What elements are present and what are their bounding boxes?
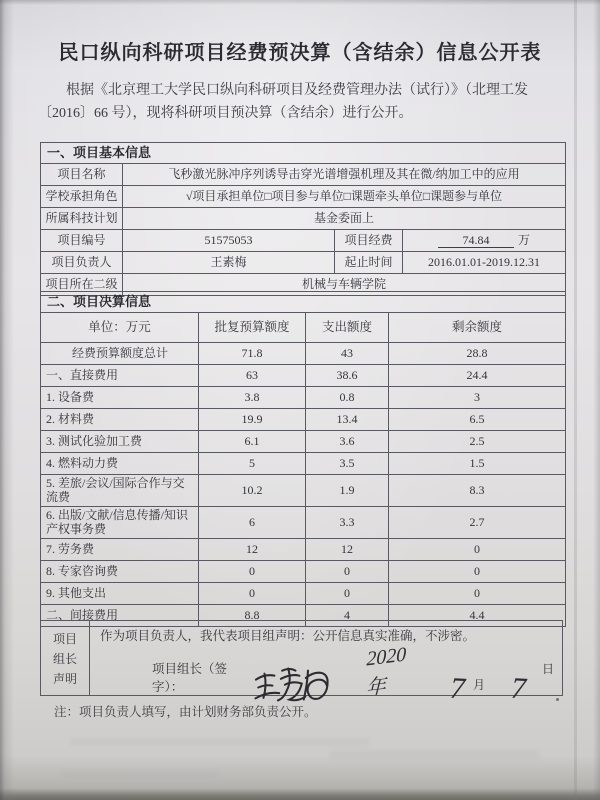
budget-spent-cell: 0: [306, 582, 389, 604]
budget-row: [41, 475, 566, 507]
budget-header-row: [41, 313, 566, 343]
budget-row-label: 2. 材料费: [41, 409, 199, 431]
budget-spent-cell: 3.3: [306, 506, 389, 538]
funds-unit: 万: [518, 232, 531, 247]
dept-value: 机械与车辆学院: [123, 274, 566, 296]
budget-spent-cell: 1.9: [306, 475, 389, 507]
budget-approved-cell: 6: [199, 506, 306, 538]
footnote: 注：项目负责人填写，由计划财务部负责公开。: [54, 705, 317, 719]
ink-speck: [556, 698, 559, 701]
budget-row-label: 1. 设备费: [41, 387, 199, 409]
declaration-label-line: 声明: [52, 671, 77, 686]
budget-remaining-cell: 2.7: [389, 506, 566, 538]
budget-remaining-cell: 0: [389, 538, 566, 560]
project-number-label: 项目编号: [41, 230, 123, 252]
budget-row-label: 3. 测试化验加工费: [41, 431, 199, 453]
intro-line-2: 〔2016〕66 号），现将科研项目预决算（含结余）进行公开。: [38, 105, 413, 121]
col-header-remaining: 剩余额度: [389, 313, 566, 343]
budget-row-label: 4. 燃料动力费: [41, 453, 199, 475]
budget-row: [41, 365, 566, 387]
budget-row: [41, 431, 566, 453]
table-row: [41, 186, 566, 208]
budget-spent-cell: 0.8: [306, 387, 389, 409]
budget-spent-cell: 43: [306, 343, 389, 365]
budget-row-label: 9. 其他支出: [41, 582, 199, 604]
month-label: 月: [472, 678, 485, 692]
dept-label: 项目所在二级: [41, 274, 123, 296]
basic-section-title: 一、项目基本信息: [41, 143, 566, 164]
budget-remaining-cell: 0: [389, 560, 566, 582]
budget-row: [41, 538, 566, 560]
show-through-smudge: [70, 738, 370, 746]
declaration-label-line: 项目: [52, 631, 77, 646]
budget-row: [41, 560, 566, 582]
budget-approved-cell: 71.8: [199, 343, 306, 365]
funds-label: 项目经费: [335, 230, 403, 252]
budget-spent-cell: 38.6: [306, 365, 389, 387]
declaration-statement: 作为项目负责人，我代表项目组声明：公开信息真实准确，不涉密。: [100, 629, 476, 643]
budget-row-label: 一、直接费用: [41, 365, 199, 387]
budget-approved-cell: 0: [199, 560, 306, 582]
funds-value: 74.84: [438, 233, 514, 248]
plan-label: 所属科技计划: [41, 208, 123, 230]
basic-section-row: [41, 143, 566, 164]
declaration-box: [40, 620, 563, 706]
budget-remaining-cell: 0: [389, 582, 566, 604]
budget-row-label: 5. 差旅/会议/国际合作与交流费: [41, 475, 199, 507]
budget-row-label: 7. 劳务费: [41, 538, 199, 560]
col-header-spent: 支出额度: [306, 313, 389, 343]
budget-table: [40, 291, 566, 627]
budget-remaining-cell: 24.4: [389, 365, 566, 387]
budget-section-title: 二、项目决算信息: [41, 292, 566, 313]
period-label: 起止时间: [335, 252, 403, 274]
role-value: √项目承担单位□项目参与单位□课题牵头单位□课题参与单位: [123, 186, 566, 208]
budget-approved-cell: 12: [199, 538, 306, 560]
declaration-label-line: 组长: [52, 651, 77, 666]
declaration-body: [90, 621, 562, 706]
budget-remaining-cell: 28.8: [389, 343, 566, 365]
basic-info-table: [40, 142, 566, 296]
table-row: [41, 230, 566, 252]
show-through-smudge: [330, 750, 540, 759]
budget-remaining-cell: 3: [389, 387, 566, 409]
budget-remaining-cell: 4.4: [389, 604, 566, 626]
budget-section-row: [41, 292, 566, 313]
project-name-value: 飞秒激光脉冲序列诱导击穿光谱增强机理及其在微/纳加工中的应用: [123, 164, 566, 186]
budget-row-label: 经费预算额度总计: [41, 343, 199, 365]
table-row: [41, 208, 566, 230]
budget-row: [41, 387, 566, 409]
budget-row-label: 二、间接费用: [41, 604, 199, 626]
show-through-smudge: [60, 770, 220, 777]
signature-line: [100, 643, 555, 706]
budget-spent-cell: 0: [306, 560, 389, 582]
budget-remaining-cell: 2.5: [389, 431, 566, 453]
budget-row: [41, 453, 566, 475]
budget-spent-cell: 12: [306, 538, 389, 560]
budget-approved-cell: 0: [199, 582, 306, 604]
budget-row: [41, 343, 566, 365]
budget-row-label: 6. 出版/文献/信息传播/知识产权事务费: [41, 506, 199, 538]
signature-handwriting: [251, 661, 340, 707]
budget-approved-cell: 3.8: [199, 387, 306, 409]
budget-remaining-cell: 8.3: [389, 475, 566, 507]
budget-row-label: 8. 专家咨询费: [41, 560, 199, 582]
budget-approved-cell: 5: [199, 453, 306, 475]
budget-approved-cell: 63: [199, 365, 306, 387]
budget-spent-cell: 4: [306, 604, 389, 626]
budget-row: [41, 506, 566, 538]
project-number-value: 51575053: [123, 230, 335, 252]
leader-value: 王素梅: [123, 252, 335, 274]
leader-label: 项目负责人: [41, 252, 123, 274]
plan-value: 基金委面上: [123, 208, 566, 230]
day-label: 日: [542, 662, 555, 676]
budget-spent-cell: 3.6: [306, 431, 389, 453]
col-header-approved: 批复预算额度: [199, 313, 306, 343]
intro-line-1: 根据《北京理工大学民口纵向科研项目及经费管理办法（试行）》（北理工发: [66, 83, 528, 98]
project-name-label: 项目名称: [41, 164, 123, 186]
budget-remaining-cell: 6.5: [389, 409, 566, 431]
budget-row: [41, 582, 566, 604]
budget-approved-cell: 10.2: [199, 475, 306, 507]
page-title: 民口纵向科研项目经费预决算（含结余）信息公开表: [58, 42, 542, 64]
sign-label: 项目组长（签字）：: [152, 662, 228, 694]
budget-spent-cell: 3.5: [306, 453, 389, 475]
col-header-unit: 单位：万元: [41, 313, 199, 343]
budget-row: [41, 409, 566, 431]
budget-approved-cell: 8.8: [199, 604, 306, 626]
handwritten-month-number: 7: [449, 671, 466, 706]
handwritten-year: 2020年: [365, 643, 407, 700]
budget-approved-cell: 6.1: [199, 431, 306, 453]
handwritten-day-number: 7: [510, 671, 527, 706]
budget-remaining-cell: 1.5: [389, 453, 566, 475]
role-label: 学校承担角色: [41, 186, 123, 208]
table-row: [41, 252, 566, 274]
intro-paragraph: [38, 80, 565, 125]
budget-approved-cell: 19.9: [199, 409, 306, 431]
budget-spent-cell: 13.4: [306, 409, 389, 431]
period-value: 2016.01.01-2019.12.31: [403, 252, 566, 274]
funds-value-cell: [403, 230, 566, 252]
declaration-label: [41, 621, 90, 695]
table-row: [41, 164, 566, 186]
